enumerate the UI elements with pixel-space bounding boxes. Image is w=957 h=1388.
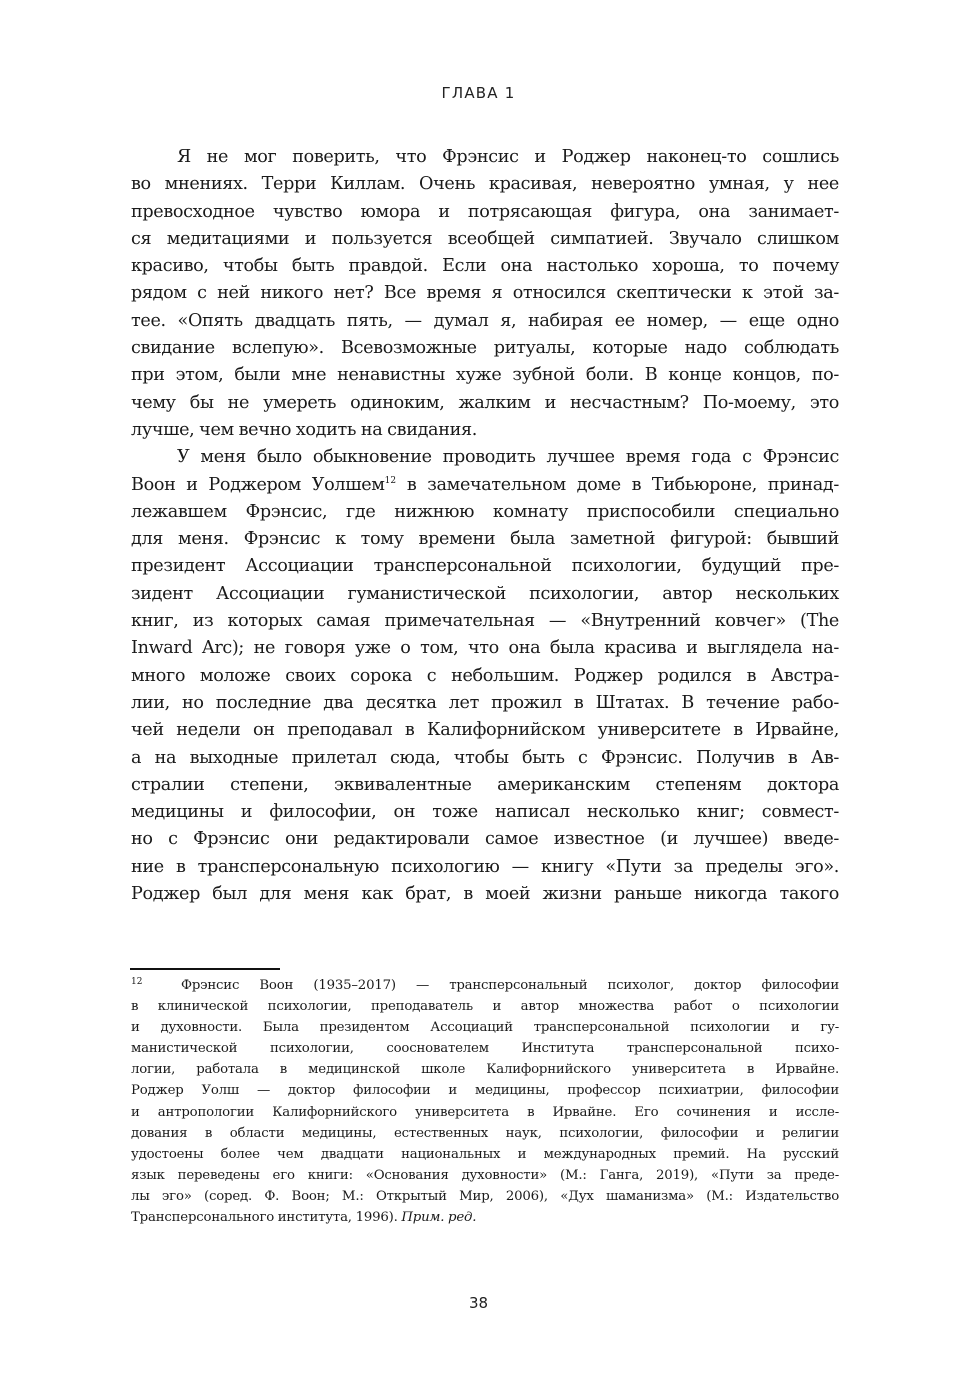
text-line: стралии степени, эквивалентные американским степеням доктора	[131, 774, 839, 795]
text-line: Inward Arc); не говоря уже о том, что она была красива и выглядела на-	[131, 638, 839, 659]
text-line: тее. «Опять двадцать пять, — думал я, набирая ее номер, — еще одно	[131, 310, 839, 331]
footnote-line	[131, 1207, 839, 1228]
text-line: Я не мог поверить, что Фрэнсис и Роджер наконец-то сошлись	[177, 147, 839, 167]
text-segment: Фрэнсис Воон (1935–2017) — трансперсональный психолог, доктор философии	[181, 978, 839, 993]
paragraph-1	[131, 144, 839, 444]
text-line: много моложе своих сорока с небольшим. Роджер родился в Австра-	[131, 665, 839, 686]
text-line: для меня. Фрэнсис к тому времени была заметной фигурой: бывший	[131, 529, 839, 550]
footnote-line: логии, работала в медицинской школе Калифорнийского университета в Ирвайне.	[131, 1062, 839, 1078]
paragraph-2	[131, 444, 839, 908]
footnote-line: и антропологии Калифорнийского университета в Ирвайне. Его сочинения и иссле-	[131, 1104, 839, 1120]
text-line: медицины и философии, он тоже написал несколько книг; совмест-	[131, 802, 839, 823]
text-line: ся медитациями и пользуется всеобщей симпатией. Звучало слишком	[131, 228, 839, 249]
text-line: лучше, чем вечно ходить на свидания.	[131, 419, 477, 440]
footnote-line: язык переведены его книги: «Основания духовности» (М.: Ганга, 2019), «Пути за преде-	[131, 1167, 839, 1183]
text-line: Роджер был для меня как брат, в моей жизни раньше никогда такого	[131, 884, 839, 905]
text-segment: Трансперсонального института, 1996).	[131, 1210, 398, 1226]
text-line: красиво, чтобы быть правдой. Если она настолько хороша, то почему	[131, 256, 839, 277]
editor-note: Прим. ред.	[401, 1210, 477, 1226]
footnote-line: манистической психологии, сооснователем Института трансперсональной психо-	[131, 1041, 839, 1057]
text-line: У меня было обыкновение проводить лучшее время года с Фрэнсис	[177, 447, 839, 468]
footnote-line: дования в области медицины, естественных наук, психологии, философии и религии	[131, 1125, 839, 1141]
page-number: 38	[468, 1294, 489, 1312]
text-line: превосходное чувство юмора и потрясающая фигура, она занимает-	[131, 201, 839, 222]
text-line: лии, но последние два десятка лет прожил в Штатах. В течение рабо-	[131, 692, 839, 713]
footnote-divider	[130, 968, 280, 970]
text-line: во мнениях. Терри Киллам. Очень красивая, невероятно умная, у нее	[131, 174, 839, 195]
main-text	[131, 144, 839, 908]
text-line: рядом с ней никого нет? Все время я относился скептически к этой за-	[131, 283, 839, 304]
footnote-line: 12 Фрэнсис Воон (1935–2017) — трансперсональный психолог, доктор философии	[131, 977, 839, 993]
text-line: зидент Ассоциации гуманистической психологии, автор нескольких	[131, 583, 839, 604]
text-line: чему бы не умереть одиноким, жалким и несчастным? По-моему, это	[131, 392, 839, 413]
text-line: лежавшем Фрэнсис, где нижнюю комнату приспособили специально	[131, 501, 839, 522]
text-line: свидание вслепую». Всевозможные ритуалы, которые надо соблюдать	[131, 338, 839, 359]
footnote-reference[interactable]: 12	[384, 475, 397, 486]
footnote-line: и духовности. Была президентом Ассоциаций трансперсональной психологии и гу-	[131, 1020, 839, 1036]
text-segment: в замечательном доме в Тибьюроне, принад-	[406, 474, 839, 495]
running-head: ГЛАВА 1	[441, 84, 516, 102]
text-line: а на выходные прилетал сюда, чтобы быть с Фрэнсис. Получив в Ав-	[131, 747, 839, 768]
footnote-line: в клинической психологии, преподаватель и автор множества работ о психологии	[131, 999, 839, 1015]
text-line: ние в трансперсональную психологию — книгу «Пути за пределы эго».	[131, 856, 839, 877]
text-segment: Воон и Роджером Уолшем	[131, 474, 385, 495]
footnote-12	[131, 975, 839, 1228]
text-line: чей недели он преподавал в Калифорнийском университете в Ирвайне,	[131, 720, 839, 741]
footnote-line: лы эго» (соред. Ф. Воон; М.: Открытый Мир, 2006), «Дух шаманизма» (М.: Издательство	[131, 1188, 839, 1204]
text-line: но с Фрэнсис они редактировали самое известное (и лучшее) введе-	[131, 829, 839, 850]
footnote-line: удостоены более чем двадцати национальных и международных премий. На русский	[131, 1146, 839, 1162]
text-line: при этом, были мне ненавистны хуже зубной боли. В конце концов, по-	[131, 365, 839, 386]
footnote-line: Роджер Уолш — доктор философии и медицины, профессор психиатрии, философии	[131, 1083, 839, 1099]
text-line-with-footnote-ref	[131, 472, 839, 499]
text-line: президент Ассоциации трансперсональной психологии, будущий пре-	[131, 556, 839, 577]
text-line: книг, из которых самая примечательная — «Внутренний ковчег» (The	[131, 611, 839, 632]
